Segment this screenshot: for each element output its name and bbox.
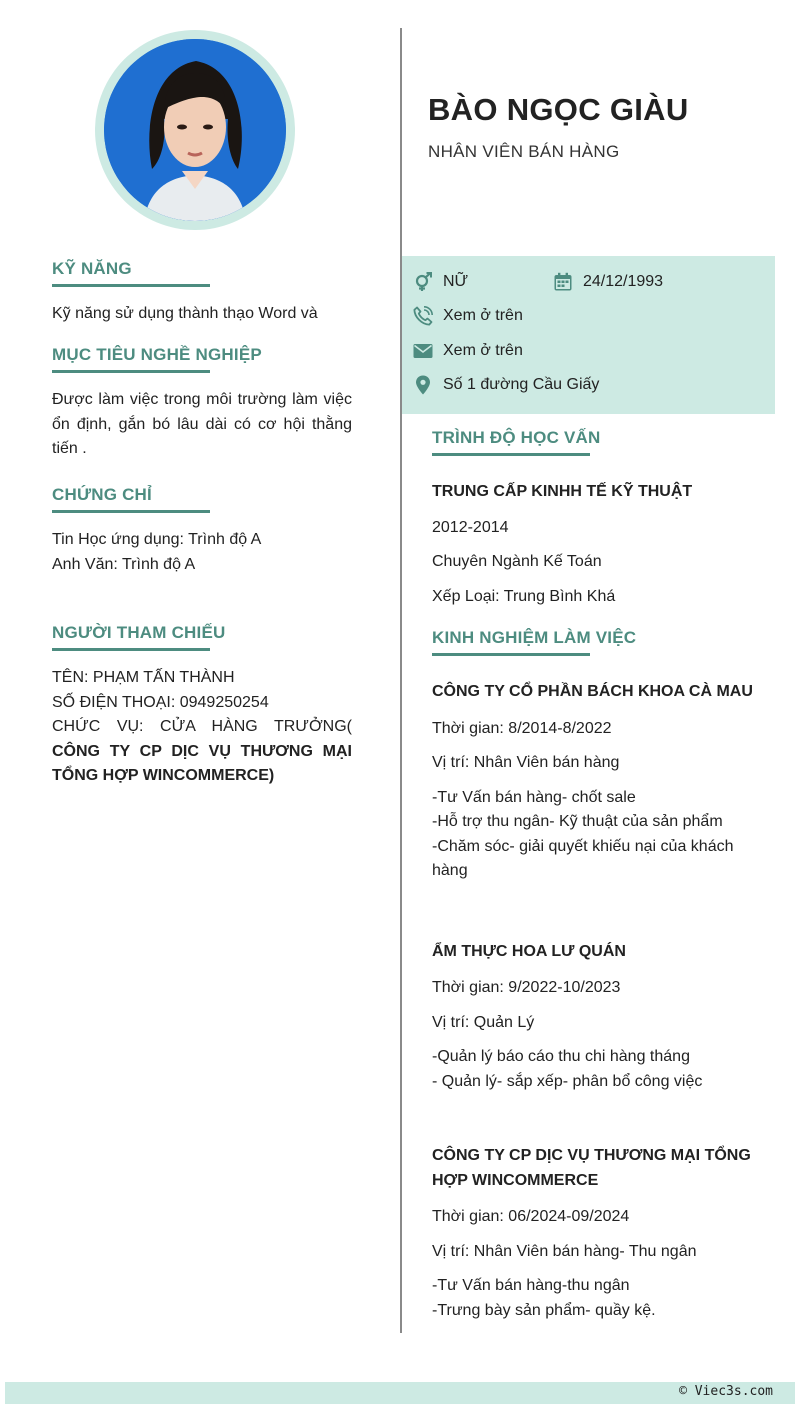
phone-icon — [413, 306, 433, 326]
contact-panel — [402, 256, 775, 414]
experience-duty: -Hỗ trợ thu ngân- Kỹ thuật của sản phẩm — [432, 813, 723, 830]
birthdate-value: 24/12/1993 — [583, 273, 664, 290]
education-title: TRÌNH ĐỘ HỌC VẤN — [432, 428, 601, 447]
experience-duty: -Tư Vấn bán hàng- chốt sale — [432, 788, 636, 806]
reference-position — [52, 715, 352, 789]
experience-item — [432, 1144, 762, 1323]
certificate-item: Anh Văn: Trình độ A — [52, 555, 196, 573]
section-rule — [52, 648, 210, 651]
experience-duty: -Tư Vấn bán hàng-thu ngân — [432, 1277, 630, 1294]
section-rule — [432, 453, 590, 456]
job-title: NHÂN VIÊN BÁN HÀNG — [428, 142, 620, 161]
experience-position: Vị trí: Quản Lý — [432, 1013, 535, 1031]
experience-position: Vị trí: Nhân Viên bán hàng- Thu ngân — [432, 1242, 697, 1260]
experience-company: CÔNG TY CP DỊC VỤ THƯƠNG MẠI TỔNG HỢP WINCOMMERCE — [432, 1147, 751, 1189]
experience-time: Thời gian: 06/2024-09/2024 — [432, 1208, 630, 1225]
skills-title: KỸ NĂNG — [52, 259, 132, 278]
objective-text: Được làm việc trong môi trường làm việc ổn định, gắn bó lâu dài có cơ hội thằng tiến . — [52, 391, 352, 457]
skills-section — [52, 259, 352, 327]
birthdate-row — [553, 270, 663, 294]
experience-item — [432, 940, 762, 1095]
email-row — [413, 339, 523, 363]
experience-duty: -Chăm sóc- giải quyết khiếu nại của khách hàng — [432, 837, 734, 879]
experience-company: ẨM THỰC HOA LƯ QUÁN — [432, 942, 626, 960]
calendar-icon — [553, 272, 573, 292]
education-grade: Xếp Loại: Trung Bình Khá — [432, 587, 616, 605]
education-section — [432, 428, 762, 609]
address-value: Số 1 đường Cầu Giấy — [443, 376, 600, 393]
experience-company: CÔNG TY CỔ PHẦN BÁCH KHOA CÀ MAU — [432, 683, 753, 700]
reference-section — [52, 623, 352, 789]
email-value: Xem ở trên — [443, 342, 523, 359]
location-pin-icon — [413, 375, 433, 395]
phone-row — [413, 304, 523, 328]
avatar — [104, 39, 286, 221]
gender-icon — [413, 272, 433, 292]
experience-duty: -Trưng bày sản phẩm- quầy kệ. — [432, 1301, 656, 1319]
skills-text: Kỹ năng sử dụng thành thạo Word và — [52, 305, 318, 322]
experience-duty: -Quản lý báo cáo thu chi hàng tháng — [432, 1048, 690, 1065]
reference-phone: SỐ ĐIỆN THOẠI: 0949250254 — [52, 693, 269, 711]
reference-title: NGƯỜI THAM CHIẾU — [52, 623, 226, 642]
experience-time: Thời gian: 9/2022-10/2023 — [432, 979, 621, 996]
objective-title: MỤC TIÊU NGHỀ NGHIỆP — [52, 345, 262, 364]
section-rule — [52, 370, 210, 373]
address-row — [413, 373, 599, 397]
education-years: 2012-2014 — [432, 518, 509, 536]
education-school: TRUNG CẤP KINHH TẾ KỸ THUẬT — [432, 483, 693, 500]
phone-value: Xem ở trên — [443, 307, 523, 324]
reference-company: CÔNG TY CP DỊC VỤ THƯƠNG MẠI TỔNG HỢP WINCOMMERCE) — [52, 742, 352, 784]
experience-duty: - Quản lý- sắp xếp- phân bổ công việc — [432, 1072, 703, 1090]
column-divider — [400, 28, 402, 1333]
experience-position: Vị trí: Nhân Viên bán hàng — [432, 754, 620, 771]
section-rule — [52, 510, 210, 513]
footer-credit: © Viec3s.com — [679, 1384, 773, 1399]
gender-row — [413, 270, 468, 294]
section-rule — [432, 653, 590, 656]
objective-section — [52, 345, 352, 462]
gender-value: NỮ — [443, 273, 469, 290]
certificate-item: Tin Học ứng dụng: Trình độ A — [52, 531, 262, 548]
section-rule — [52, 284, 210, 287]
footer-bar — [5, 1382, 795, 1404]
experience-title: KINH NGHIỆM LÀM VIỆC — [432, 628, 637, 647]
experience-time: Thời gian: 8/2014-8/2022 — [432, 719, 612, 737]
experience-item — [432, 680, 762, 884]
education-major: Chuyên Ngành Kế Toán — [432, 553, 602, 570]
candidate-name: BÀO NGỌC GIÀU — [428, 92, 689, 127]
reference-position-prefix: CHỨC VỤ: CỬA HÀNG TRƯỞNG( — [52, 718, 352, 735]
email-icon — [413, 341, 433, 361]
reference-name: TÊN: PHẠM TẤN THÀNH — [52, 669, 235, 686]
experience-section — [432, 628, 762, 1323]
certificates-section — [52, 485, 352, 577]
certificates-title: CHỨNG CHỈ — [52, 485, 152, 504]
